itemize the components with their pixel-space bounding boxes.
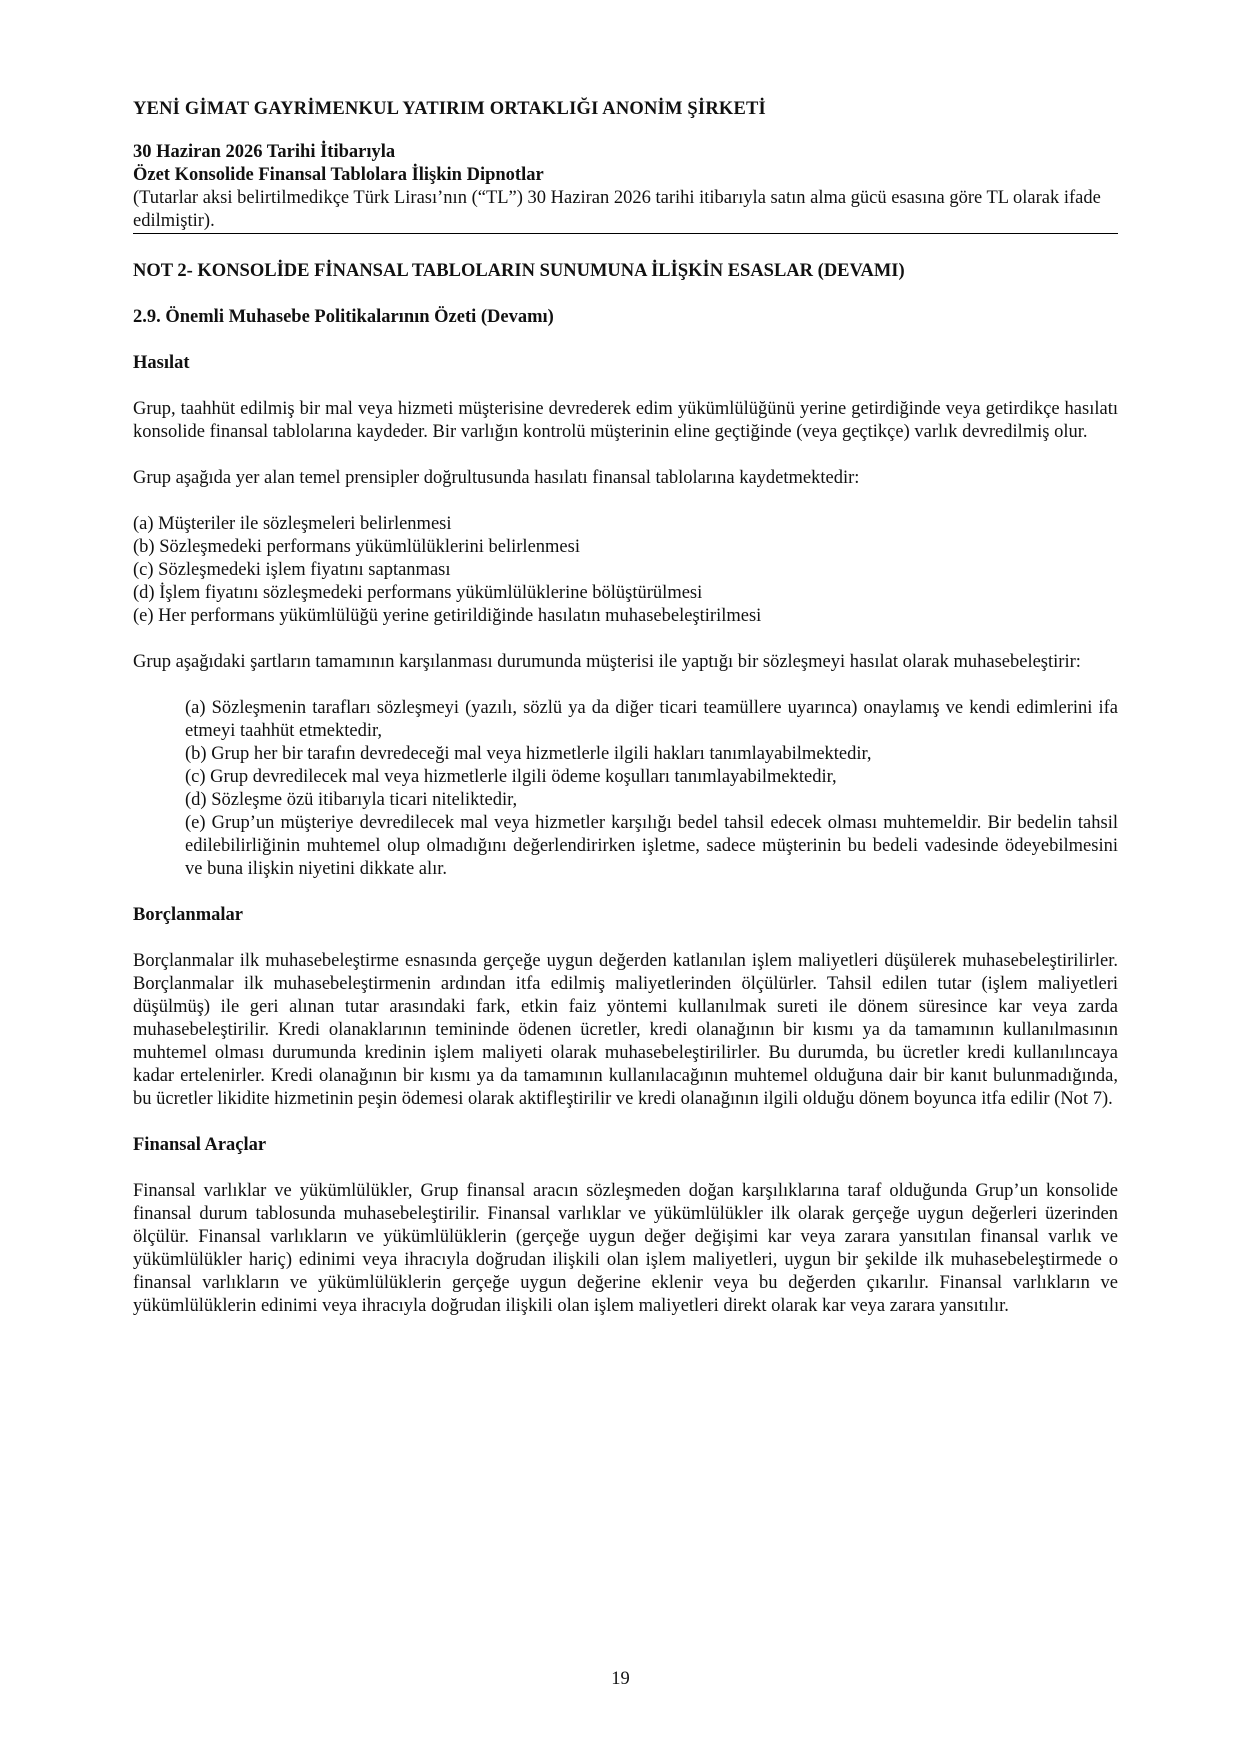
section-title-borclanmalar: Borçlanmalar — [133, 905, 243, 925]
list-item: (b) Sözleşmedeki performans yükümlülüklerini belirlenmesi — [133, 537, 580, 557]
list-item: (a) Müşteriler ile sözleşmeleri belirlenmesi — [133, 514, 452, 534]
paragraph: Grup, taahhüt edilmiş bir mal veya hizmeti müşterisine devrederek edim yükümlülüğünü yerine getirdiğinde veya getirdikçe hasılatı konsolide finansal tablolarına kaydeder. Bir varlığın kontrolü müşterinin eline geçtiğinde (veya geçtikçe) varlık devredilmiş olur. — [133, 399, 1118, 442]
list-item: (c) Grup devredilecek mal veya hizmetlerle ilgili ödeme koşulları tanımlayabilmektedir, — [185, 767, 837, 787]
principles-list — [133, 513, 1118, 628]
page-number: 19 — [611, 1669, 630, 1689]
company-name: YENİ GİMAT GAYRİMENKUL YATIRIM ORTAKLIĞI ANONİM ŞİRKETİ — [133, 99, 766, 119]
section-finansal-araclar — [133, 1134, 1118, 1318]
conditions-list — [185, 697, 1118, 881]
report-date: 30 Haziran 2026 Tarihi İtibarıyla — [133, 142, 396, 162]
section-hasilat — [133, 352, 1118, 881]
section-title-finansal-araclar: Finansal Araçlar — [133, 1135, 267, 1155]
note-title: NOT 2- KONSOLİDE FİNANSAL TABLOLARIN SUNUMUNA İLİŞKİN ESASLAR (DEVAMI) — [133, 261, 905, 281]
list-item: (e) Her performans yükümlülüğü yerine getirildiğinde hasılatın muhasebeleştirilmesi — [133, 606, 762, 626]
paragraph: Finansal varlıklar ve yükümlülükler, Grup finansal aracın sözleşmeden doğan karşılıklarına taraf olduğunda Grup’un konsolide finansal durum tablosunda muhasebeleştirilir. Finansal varlıklar ve yükümlülükler ilk olarak gerçeğe uygun değerleri üzerinden ölçülür. Finansal varlıkların ve yükümlülüklerin (gerçeğe uygun değer değişimi kar veya zarara yansıtılan finansal varlık ve yükümlülükler hariç) edinimi veya ihracıyla doğrudan ilişkili olan işlem maliyetleri, uygun bir şekilde ilk muhasebeleştirmede o finansal varlıkların ve yükümlülüklerin gerçeğe uygun değerine eklenir veya bu değerden çıkarılır. Finansal varlıkların ve yükümlülüklerin edinimi veya ihracıyla doğrudan ilişkili olan işlem maliyetleri direkt olarak kar veya zarara yansıtılır. — [133, 1181, 1118, 1316]
document-header — [133, 141, 1118, 234]
list-item: (d) İşlem fiyatını sözleşmedeki performans yükümlülüklerine bölüştürülmesi — [133, 583, 703, 603]
paragraph: Borçlanmalar ilk muhasebeleştirme esnasında gerçeğe uygun değerden katlanılan işlem maliyetleri düşülerek muhasebeleştirilirler. Borçlanmalar ilk muhasebeleştirmenin ardından itfa edilmiş maliyetlerinden ölçülürler. Tahsil edilen tutar (işlem maliyetleri düşülmüş) ile geri alınan tutar arasındaki fark, etkin faiz yöntemi kullanılmak sureti ile dönem süresince kar veya zarda muhasebeleştirilir. Kredi olanaklarının temininde ödenen ücretler, kredi olanağının bir kısmı ya da tamamının kullanılmasının muhtemel olması durumunda kredinin işlem maliyeti olarak muhasebeleştirilirler. Bu durumda, bu ücretler kredi kullanılıncaya kadar ertelenirler. Kredi olanağının bir kısmı ya da tamamının kullanılacağının muhtemel olduğuna dair bir kanıt bulunmadığında, bu ücretler likidite hizmetinin peşin ödemesi olarak aktifleştirilir ve kredi olanağının ilgili olduğu dönem boyunca itfa edilir (Not 7). — [133, 951, 1118, 1109]
paragraph: Grup aşağıda yer alan temel prensipler doğrultusunda hasılatı finansal tablolarına kaydetmektedir: — [133, 468, 860, 488]
list-item: (b) Grup her bir tarafın devredeceği mal veya hizmetlerle ilgili hakları tanımlayabilmektedir, — [185, 744, 872, 764]
list-item: (e) Grup’un müşteriye devredilecek mal veya hizmetler karşılığı bedel tahsil edecek olması muhtemeldir. Bir bedelin tahsil edilebilirliğinin muhtemel olup olmadığını değerlendirirken işletme, sadece müşterinin bu bedeli vadesinde ödeyebilmesini ve buna ilişkin niyetini dikkate alır. — [185, 813, 1118, 879]
section-title-hasilat: Hasılat — [133, 353, 190, 373]
document-page — [133, 98, 1118, 1341]
list-item: (d) Sözleşme özü itibarıyla ticari niteliktedir, — [185, 790, 518, 810]
paragraph: Grup aşağıdaki şartların tamamının karşılanması durumunda müşterisi ile yaptığı bir sözleşmeyi hasılat olarak muhasebeleştirir: — [133, 652, 1081, 672]
section-borclanmalar — [133, 904, 1118, 1111]
report-title: Özet Konsolide Finansal Tablolara İlişkin Dipnotlar — [133, 165, 544, 185]
list-item: (a) Sözleşmenin tarafları sözleşmeyi (yazılı, sözlü ya da diğer ticari teamüllere uyarınca) onaylamış ve kendi edimlerini ifa etmeyi taahhüt etmektedir, — [185, 698, 1118, 741]
subsection-title: 2.9. Önemli Muhasebe Politikalarının Özeti (Devamı) — [133, 307, 554, 327]
list-item: (c) Sözleşmedeki işlem fiyatını saptanması — [133, 560, 451, 580]
currency-note: (Tutarlar aksi belirtilmedikçe Türk Lirası’nın (“TL”) 30 Haziran 2026 tarihi itibarıyla satın alma gücü esasına göre TL olarak ifade edilmiştir). — [133, 188, 1101, 231]
